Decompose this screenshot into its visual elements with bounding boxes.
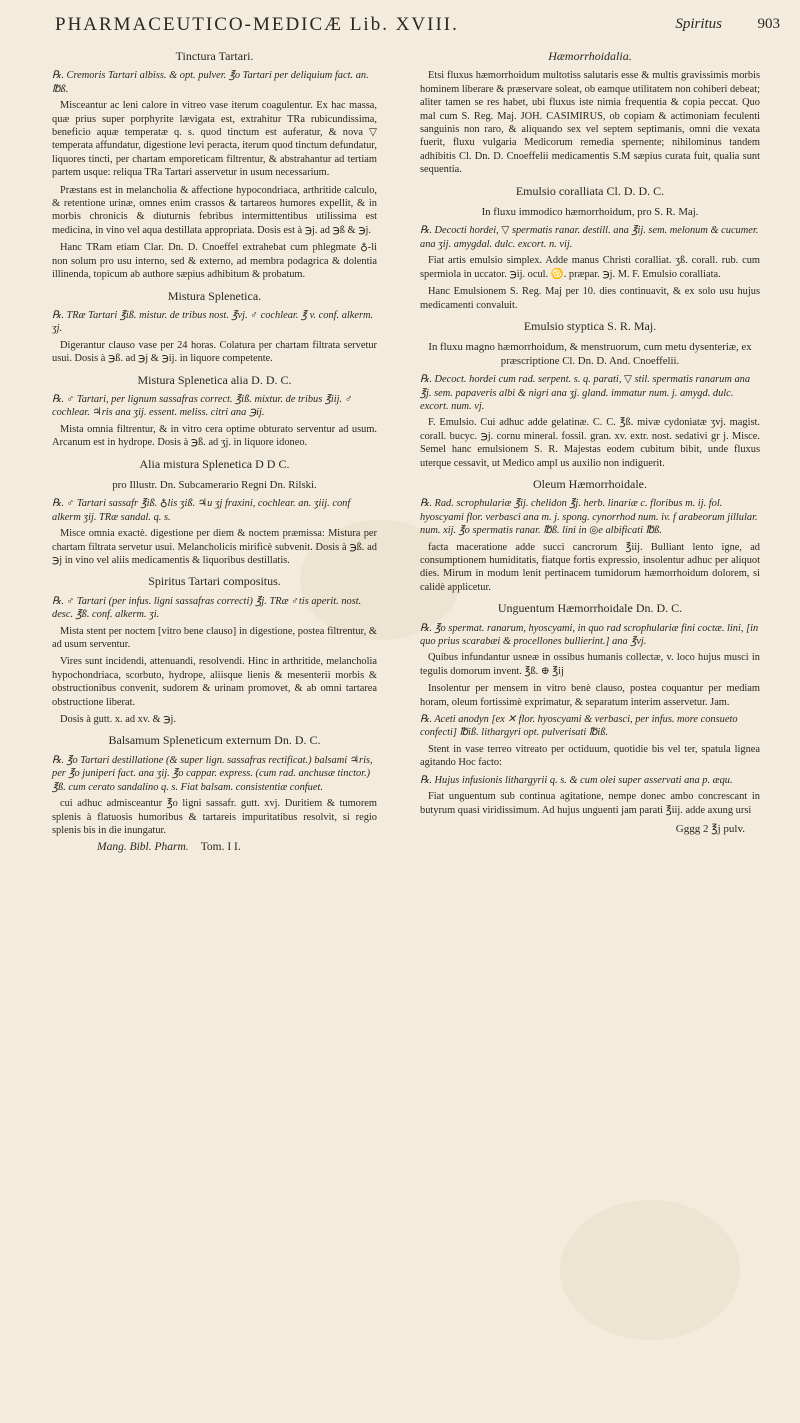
paragraph: cui adhuc admisceantur ℥o ligni sassafr. gutt. xvj. Duritiem & tumorem splenis à flatuosis humoribus & tartareis impuritatibus resolvit, si regio splenis bis in die inungatur.: [52, 798, 377, 836]
paragraph: Misceantur ac leni calore in vitreo vase iterum coagulentur. Ex hac massa, quæ prius super porphyrite lævigata est, extrahitur TRa rubicundissima, beneficio aquæ temperatæ q. s. quod tinctum est auferatur, & nova ▽ temperata affundatur, digestione levi peracta, iterum quod tinctum defundatur, liquores tincti, per chartam emporeticam filtrentur, & abstrahantur ad tertiam partem usque: reliqua TRa Tartari asservetur in usum necessarium.: [52, 100, 377, 179]
recipe-text: ℞. Aceti anodyn [ex ✕ flor. hyoscyami & verbasci, per infus. more consueto confecti] ℔iß. lithargyri opt. pulverisati ℔iß.: [420, 714, 738, 739]
recipe-text: ℞. ♂ Tartari (per infus. ligni sassafras correcti) ℥j. TRæ ♂tis aperit. nost. desc. ℥ß. conf. alkerm. ʒi.: [52, 595, 362, 621]
section-heading: Spiritus Tartari compositus.: [148, 574, 281, 589]
section-heading: Balsamum Spleneticum externum Dn. D. C.: [108, 733, 321, 748]
footer-tome: Tom. I I.: [200, 841, 241, 854]
paragraph: F. Emulsio. Cui adhuc adde gelatinæ. C. C. ℥ß. mivæ cydoniatæ ʒvj. magist. corall. bucyc. ℈j. cornu mineral. fossil. gran. xv. extr. nost. sedativi gr j. Misce. Semel hanc emulsionem S. R. Majestas eodem cubitum bibit, unde fluxus uterque cessavit, ut Medico ampl us auxilio non indiguerit.: [420, 417, 760, 469]
recipe-text: ℞. Cremoris Tartari albiss. & opt. pulver. ℥o Tartari per deliquium fact. an. ℔ß.: [52, 70, 369, 95]
footer-book-title: Mang. Bibl. Pharm.: [97, 841, 189, 854]
page-footer: [52, 841, 377, 854]
paragraph: Vires sunt incidendi, attenuandi, resolvendi. Hinc in arthritide, melancholia hypochondriaca, scorbuto, hydrope, aliisque lienis & mesenterii morbis & obstructionibus convenit, sudorem & urinam promovet, & ab omni tartarea obstructione liberat.: [52, 656, 377, 708]
paragraph: Dosis à gutt. x. ad xv. & ℈j.: [60, 714, 176, 726]
section-heading: Unguentum Hæmorrhoidale Dn. D. C.: [497, 601, 683, 616]
section-heading: Hæmorrhoidalia.: [548, 49, 632, 63]
paragraph: Mista stent per noctem [vitro bene clauso] in digestione, postea filtrentur, & ad usum serventur.: [52, 625, 377, 651]
recipe-text: ℞. ♂ Tartari, per lignum sassafras correct. ℥iß. mixtur. de tribus ℥iij. ♂ cochlear. ♃ris ana ʒij. essent. meliss. citri ana ℈ij.: [52, 393, 353, 419]
recipe-text: ℞. ℥o spermat. ranarum, hyoscyami, in quo rad scrophulariæ fini coctæ. lini, [in quo prius scarabæi & procellones bullierint.] ana ℥vj.: [420, 622, 759, 648]
signature-mark: Gggg 2 ℥j pulv.: [675, 822, 745, 835]
recipe-text: ℞. ♂ Tartari sassafr ℥iß. ♁lis ʒiß. ♃u ʒj fraxini, cochlear. an. ʒiij. conf alkerm ʒij. TRæ sandal. q. s.: [52, 498, 351, 523]
paragraph: Fiat artis emulsio simplex. Adde manus Christi coralliat. ʒß. corall. rub. cum spermiola in uccator. ℈ij. ocul. ♋. præpar. ℈j. M. F. Emulsio coralliata.: [420, 255, 760, 280]
section-subheading: pro Illustr. Dn. Subcamerario Regni Dn. Rilski.: [112, 478, 317, 491]
paragraph: facta maceratione adde succi cancrorum ℥iij. Bulliant lento igne, ad consumptionem humiditatis, fiatque fortis expressio, insolentur adhuc per aliquot dies. Mirum in modum lenit pertinacem tumidorum hæmorrhoidum dolorem, si calidè applicetur.: [420, 541, 760, 593]
section-heading: Alia mistura Splenetica D D C.: [139, 456, 290, 471]
paragraph: Præstans est in melancholia & affectione hypocondriaca, arthritide calculo, & retentione urinæ, omnes enim crassos & tartareos humores expellit, & in morbis chronicis & diuturnis febribus intermittentibus utilissima est medicina, in vino vel aqua destillata appropriata. Dosis est à ℈j. ad ℈ß & ℈j.: [52, 184, 377, 236]
section-heading: Mistura Splenetica.: [167, 288, 262, 303]
section-heading: Emulsio styptica S. R. Maj.: [523, 318, 657, 333]
recipe-text: ℞. ℥o Tartari destillatione (& super lign. sassafras rectificat.) balsami ♃ris, per ℥o juniperi fact. ana ʒij. ℥o cappar. express. (cum rad. anchusæ tinctor.) ℥ß. cum cerato sandalino q. s. Fiat balsam. consistentiæ confuet.: [52, 754, 373, 793]
paragraph: Stent in vase terreo vitreato per octiduum, quotidie bis vel ter, spatula lignea agitando Hoc facto:: [420, 743, 760, 769]
section-label: Spiritus: [675, 16, 722, 32]
page-number: 903: [757, 16, 780, 32]
right-column: [420, 42, 760, 836]
paragraph: Hanc Emulsionem S. Reg. Maj per 10. dies continuavit, & ex solo usu hujus medicamenti convaluit.: [420, 286, 760, 311]
section-subheading: In fluxu magno hæmorrhoidum, & menstruorum, cum metu dysenteriæ, ex præscriptione Cl. Dn. D. And. Cnoeffelii.: [428, 341, 752, 367]
paragraph: Misce omnia exactè. digestione per diem & noctem præmissa: Mistura per chartam filtrata servetur usui. Melancholicis mirificè subvenit. Dosis à ℈ß. ad ℈j in vino vel aliis medicamentis & liquoribus destillatis.: [52, 528, 377, 566]
recipe-text: ℞. Hujus infusionis lithargyrii q. s. & cum olei super asservati ana p. æqu.: [420, 774, 733, 786]
paragraph: Mista omnia filtrentur, & in vitro cera optime obturato serventur ad usum. Arcanum est in hydrope. Dosis à ℈ß. ad ʒj. in liquore idoneo.: [52, 423, 377, 449]
recipe-text: ℞. Decocti hordei, ▽ spermatis ranar. destill. ana ℥ij. sem. melonum & cucumer. ana ʒij. amygdal. dulc. excort. n. vij.: [420, 225, 759, 250]
section-heading: Tinctura Tartari.: [175, 49, 254, 63]
recipe-text: ℞. TRæ Tartari ℥iß. mistur. de tribus nost. ℥vj. ♂ cochlear. ℥ v. conf. alkerm. ʒj.: [52, 309, 374, 335]
running-header: [55, 14, 780, 40]
paragraph: Digerantur clauso vase per 24 horas. Colatura per chartam filtrata servetur usui. Dosis à ℈ß. ad ℈j & ℈ij. in liquore competente.: [52, 339, 377, 365]
running-title: PHARMACEUTICO-MEDICÆ Lib. XVIII.: [55, 14, 459, 35]
paragraph: Fiat unguentum sub continua agitatione, nempe donec ambo concrescant in butyrum quasi viridissimum. Ad hujus unguenti jam parati ℥iij. adde axung ursi: [420, 791, 760, 816]
paragraph: Insolentur per mensem in vitro benè clauso, postea coquantur per mediam horam, oleum fortissimè exprimatur, & separatum interim asservetur. Jam.: [420, 683, 760, 708]
section-heading: Mistura Splenetica alia D. D. C.: [137, 372, 292, 387]
paper-stain: [560, 1200, 740, 1340]
recipe-text: ℞. Rad. scrophulariæ ℥ij. chelidon ℥j. herb. linariæ c. floribus m. ij. fol. hyoscyami flor. verbasci ana m. j. spong. cynorrhod num. iv. f arabeorum jillular. num. xij. ℥o spermatis ranar. ℔ß. lini in ◎e albificati ℔ß.: [420, 498, 758, 537]
section-heading: Emulsio coralliata Cl. D. D. C.: [515, 183, 665, 198]
section-heading: Oleum Hæmorrhoidale.: [533, 476, 647, 491]
section-subheading: In fluxu immodico hæmorrhoidum, pro S. R. Maj.: [481, 206, 699, 219]
left-column: [52, 42, 377, 855]
paragraph: Hanc TRam etiam Clar. Dn. D. Cnoeffel extrahebat cum phlegmate ♁-li non solum pro usu interno, sed & externo, ad membra podagrica & dolentia illinenda, topicum ab authore sæpius adhibitum & probatum.: [52, 242, 377, 281]
paragraph: Quibus infundantur usneæ in ossibus humanis collectæ, v. loco hujus musci in tegulis domorum invent. ℥ß. ⊕ ℥ij: [420, 652, 760, 677]
recipe-text: ℞. Decoct. hordei cum rad. serpent. s. q. parati, ▽ stil. spermatis ranarum ana ℥j. sem. papaveris albi & nigri ana ʒj. gland. immatur num. j. amygd. dulc. excort. num. vj.: [420, 374, 751, 412]
paragraph: Etsi fluxus hæmorrhoidum multotiss salutaris esse & multis gravissimis morbis hominem liberare & præservare soleat, ob eamque utilitatem non cohiberi debeat; aliter tamen se res habet, ubi fluxus iste nimia frequentia & copia peccat. Quo mal cum S. Reg. Maj. JOH. CASIMIRUS, ob copiam & actimoniam feculenti sanguinis non raro, & aliquando sex vel septem septimanis, omni die vexata fuerit, fluxu vulgaria Medicorum remedia spernente; nihilominus tandem adhibitis Cl. Dn. D. Cnoeffelii medicamentis S.M sæpius curata fuit, qualia sunt sequentia.: [420, 70, 760, 176]
